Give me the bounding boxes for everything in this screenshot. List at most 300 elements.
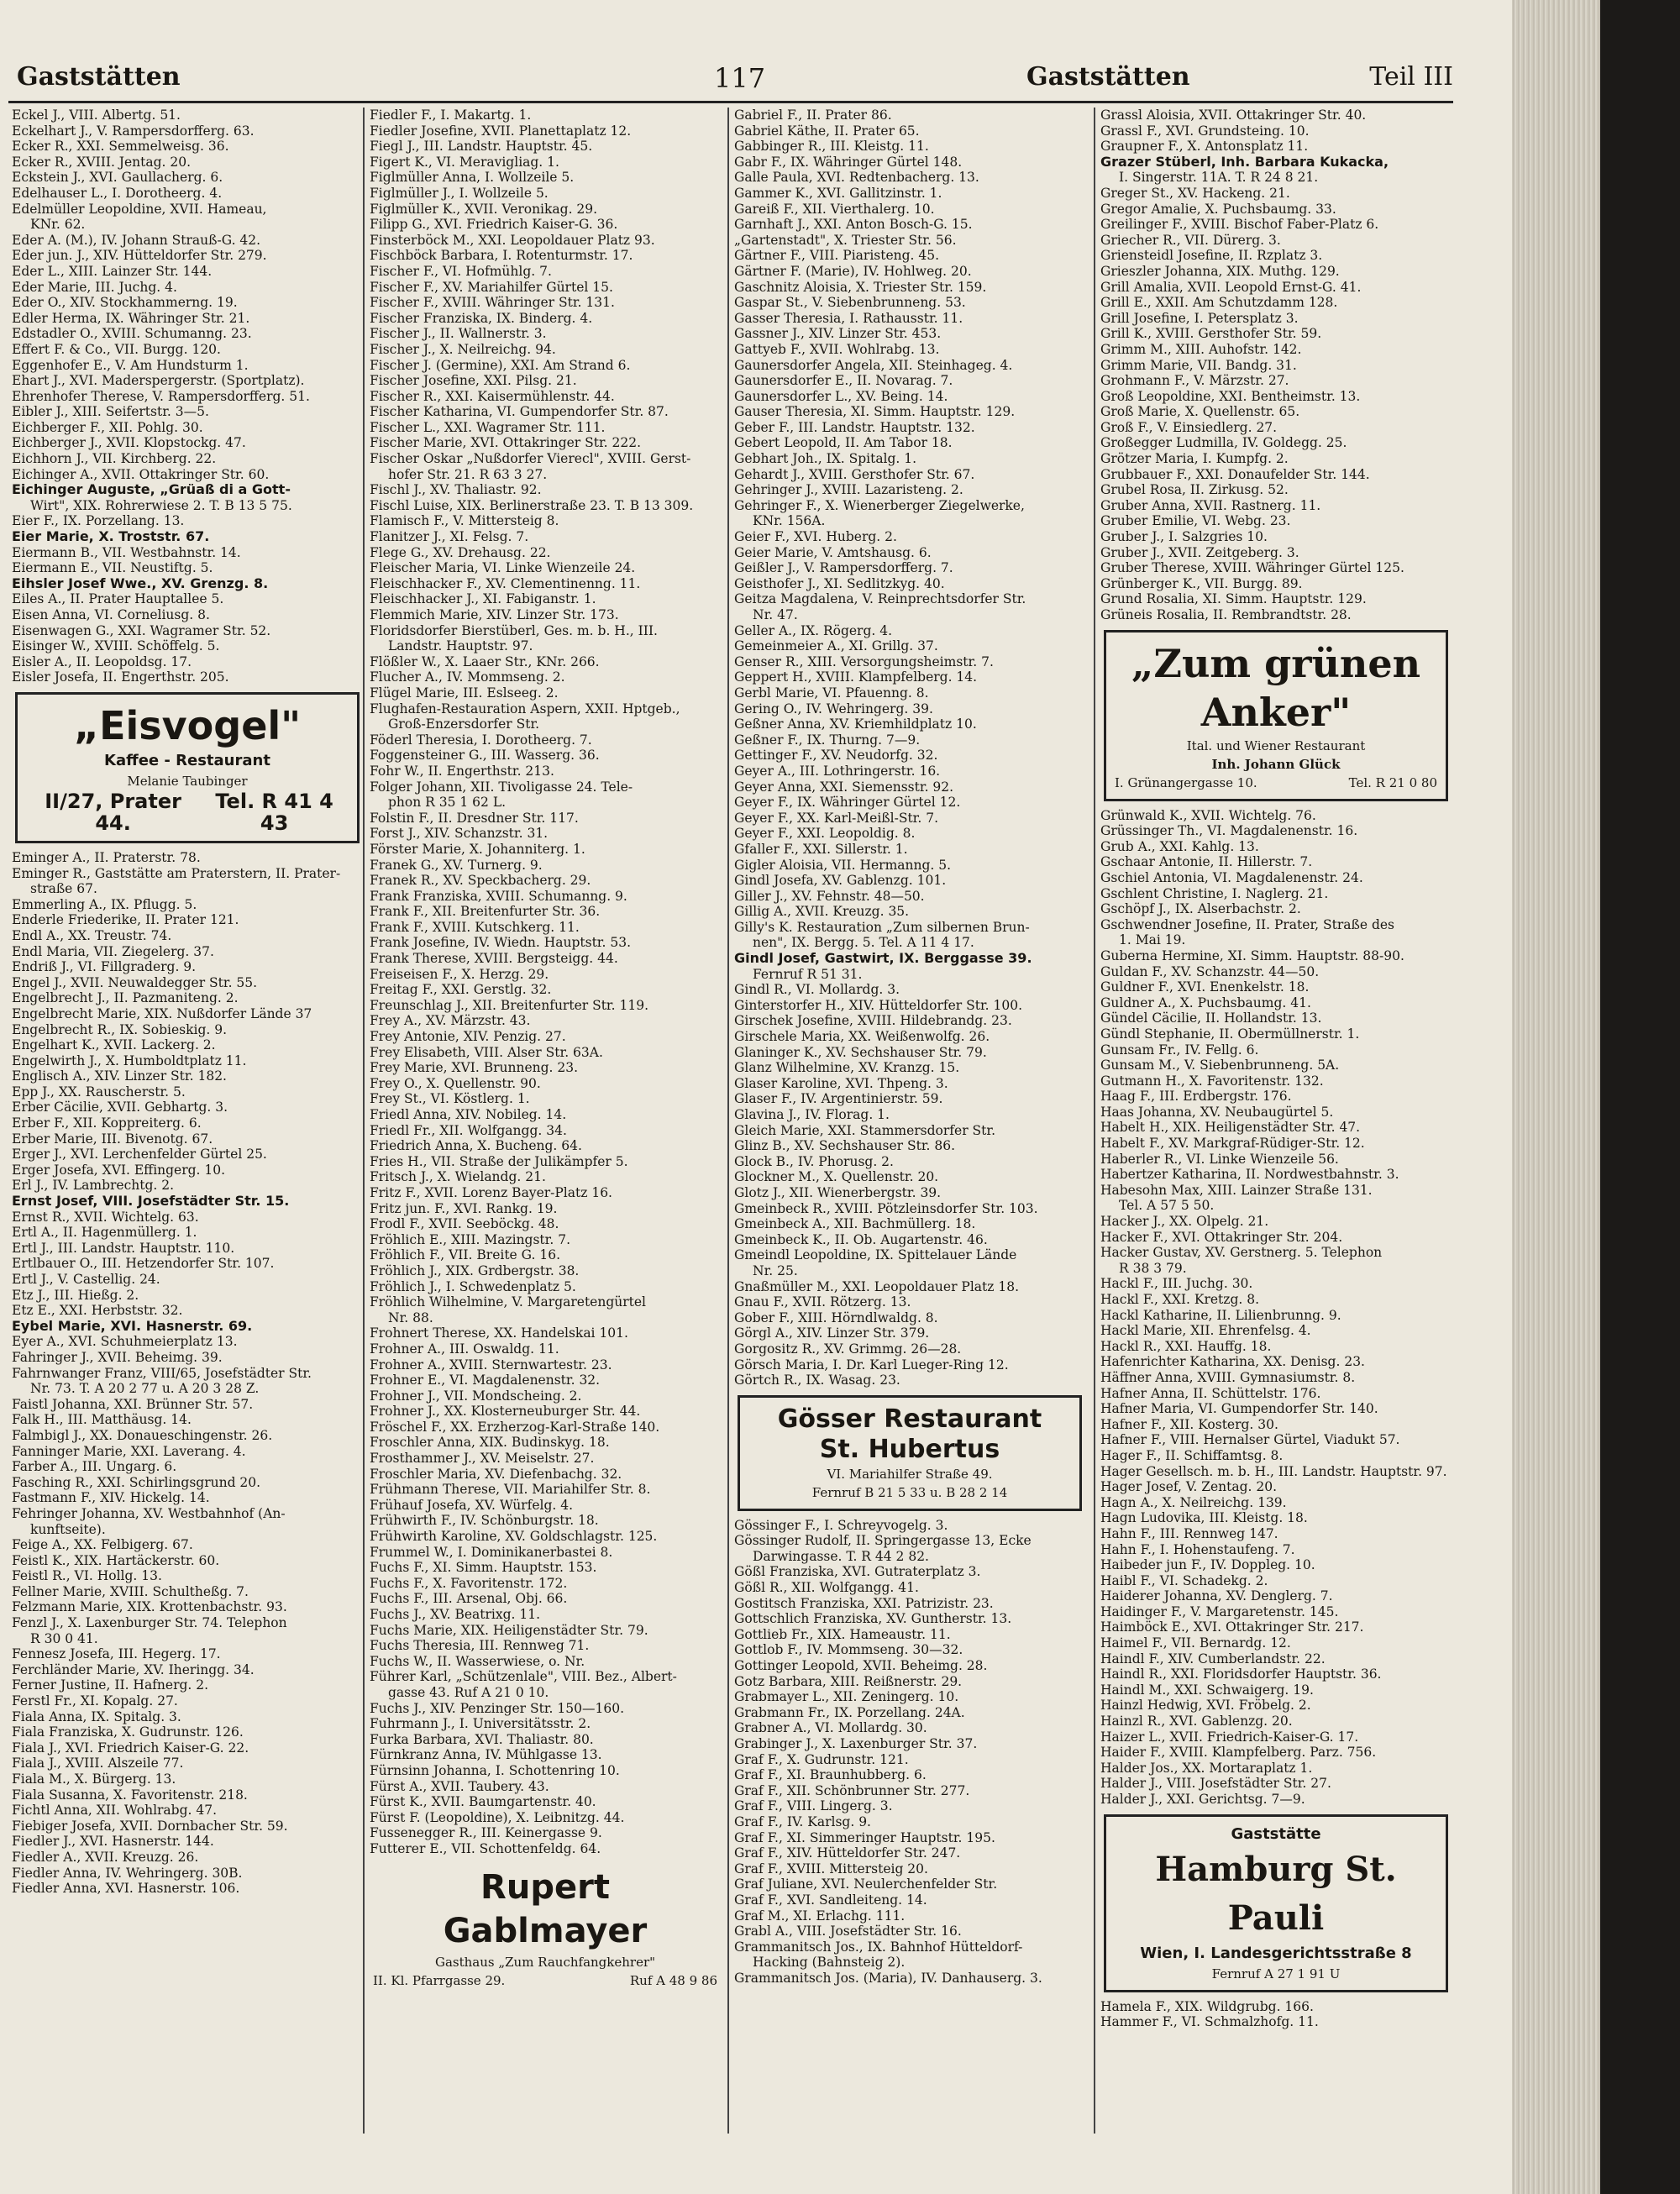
directory-entry: Grüneis Rosalia, II. Rembrandtstr. 28. xyxy=(1100,607,1352,622)
ad-name: „Eisvogel" xyxy=(73,702,302,748)
directory-entry: Frey O., X. Quellenstr. 90. xyxy=(370,1075,541,1091)
directory-entry: Gmeindl Leopoldine, IX. Spittelauer Lände xyxy=(734,1247,1017,1263)
directory-entry: Hagn Ludovika, III. Kleistg. 18. xyxy=(1100,1510,1308,1526)
directory-entry: Gschwendner Josefine, II. Prater, Straße des xyxy=(1100,916,1394,932)
directory-entry: Graf M., XI. Erlachg. 111. xyxy=(734,1908,906,1924)
directory-entry-continuation: Wirt", XIX. Rohrerwiese 2. T. B 13 5 75. xyxy=(30,497,292,513)
directory-entry: Hahn F., I. Hohenstaufeng. 7. xyxy=(1100,1541,1295,1557)
directory-entry-continuation: R 38 3 79. xyxy=(1119,1260,1187,1276)
directory-entry: Geier Marie, V. Amtshausg. 6. xyxy=(734,544,932,560)
directory-entry: Eichinger Auguste, „Grüaß di a Gott- xyxy=(12,482,291,498)
directory-entry: Fuchs F., XI. Simm. Hauptstr. 153. xyxy=(370,1560,597,1576)
directory-entry: Grazer Stüberl, Inh. Barbara Kukacka, xyxy=(1100,154,1389,170)
directory-entry: Gruber Therese, XVIII. Währinger Gürtel 125. xyxy=(1100,560,1404,576)
directory-entry: Haindl F., XIV. Cumberlandstr. 22. xyxy=(1100,1651,1326,1666)
page-edge xyxy=(1512,0,1600,2194)
directory-entry: Eyer A., XVI. Schuhmeierplatz 13. xyxy=(12,1334,238,1350)
directory-entry: Endriß J., VI. Fillgraderg. 9. xyxy=(12,959,197,975)
directory-entry: Gündl Stephanie, II. Obermüllnerstr. 1. xyxy=(1100,1026,1360,1042)
directory-entry: Gabbinger R., III. Kleistg. 11. xyxy=(734,139,929,155)
directory-entry: Gregor Amalie, X. Puchsbaumg. 33. xyxy=(1100,201,1336,217)
directory-entry: Hainzl Hedwig, XVI. Fröbelg. 2. xyxy=(1100,1698,1311,1714)
directory-entry: Groß Marie, X. Quellenstr. 65. xyxy=(1100,404,1300,420)
directory-entry: Epp J., XX. Rauscherstr. 5. xyxy=(12,1084,186,1100)
directory-entry: Haidinger F., V. Margaretenstr. 145. xyxy=(1100,1604,1339,1619)
directory-entry: Fischer F., XV. Mariahilfer Gürtel 15. xyxy=(370,279,613,295)
directory-entry: Geber F., III. Landstr. Hauptstr. 132. xyxy=(734,419,975,435)
directory-entry: Fuchs Marie, XIX. Heiligenstädter Str. 79. xyxy=(370,1622,648,1638)
directory-entry: Föderl Theresia, I. Dorotheerg. 7. xyxy=(370,732,592,748)
directory-entry: Eder O., XIV. Stockhammerng. 19. xyxy=(12,295,238,311)
directory-entry: Eichhorn J., VII. Kirchberg. 22. xyxy=(12,451,217,467)
directory-entry: Grill E., XXII. Am Schutzdamm 128. xyxy=(1100,295,1338,311)
directory-entry: Gmeinbeck A., XII. Bachmüllerg. 18. xyxy=(734,1216,976,1232)
directory-entry: Griensteidl Josefine, II. Rzplatz 3. xyxy=(1100,248,1323,264)
directory-entry: Grötzer Maria, I. Kumpfg. 2. xyxy=(1100,451,1289,467)
ad-owner: Inh. Johann Glück xyxy=(1211,756,1341,772)
directory-entry: Gassner J., XIV. Linzer Str. 453. xyxy=(734,326,942,342)
directory-entry: Finsterböck M., XXI. Leopoldauer Platz 93. xyxy=(370,232,655,248)
directory-entry: Fürst K., XVII. Baumgartenstr. 40. xyxy=(370,1794,596,1810)
ad-name: Hamburg St. Pauli xyxy=(1155,1849,1397,1938)
directory-entry: Fischer Marie, XVI. Ottakringer Str. 222. xyxy=(370,435,642,451)
directory-entry: Gering O., IV. Wehringerg. 39. xyxy=(734,701,933,716)
directory-entry-continuation: KNr. 62. xyxy=(30,217,86,233)
directory-entry: Grubbauer F., XXI. Donaufelder Str. 144. xyxy=(1100,466,1370,482)
directory-entry: Froschler Maria, XV. Diefenbachg. 32. xyxy=(370,1466,622,1482)
directory-entry: Fleischhacker F., XV. Clementinenng. 11. xyxy=(370,575,641,591)
directory-entry: Grabner A., VI. Mollardg. 30. xyxy=(734,1720,927,1736)
directory-entry: Gehringer J., XVIII. Lazaristeng. 2. xyxy=(734,482,963,498)
directory-entry: Görtch R., IX. Wasag. 23. xyxy=(734,1373,900,1388)
directory-entry-continuation: Tel. A 57 5 50. xyxy=(1119,1198,1215,1214)
directory-entry: Grill K., XVIII. Gersthofer Str. 59. xyxy=(1100,326,1322,342)
directory-entry: Haibl F., VI. Schadekg. 2. xyxy=(1100,1572,1268,1588)
directory-entry: Häffner Anna, XVIII. Gymnasiumstr. 8. xyxy=(1100,1369,1356,1385)
directory-entry: Grimm Marie, VII. Bandg. 31. xyxy=(1100,357,1297,373)
directory-entry: Frank F., XVIII. Kutschkerg. 11. xyxy=(370,919,580,935)
directory-entry: „Gartenstadt", X. Triester Str. 56. xyxy=(734,232,957,248)
directory-entry: Frey St., VI. Köstlerg. 1. xyxy=(370,1091,530,1107)
directory-entry: Flößler W., X. Laaer Str., KNr. 266. xyxy=(370,653,600,669)
directory-entry: Ehrenhofer Therese, V. Rampersdorfferg. 51. xyxy=(12,388,310,404)
directory-entry: Grieszler Johanna, XIX. Muthg. 129. xyxy=(1100,263,1340,279)
directory-entry: Grimm M., XIII. Auhofstr. 142. xyxy=(1100,341,1302,357)
directory-entry: Endl A., XX. Treustr. 74. xyxy=(12,927,172,943)
directory-entry: Etz J., III. Hießg. 2. xyxy=(12,1287,139,1303)
directory-entry: Gottlieb Fr., XIX. Hameaustr. 11. xyxy=(734,1626,951,1642)
directory-entry: Graf F., XVIII. Mittersteig 20. xyxy=(734,1861,928,1876)
directory-entry: Fischer F., VI. Hofmühlg. 7. xyxy=(370,263,552,279)
directory-entry: Gindl Josef, Gastwirt, IX. Berggasse 39. xyxy=(734,951,1032,967)
directory-entry: Fröhlich F., VII. Breite G. 16. xyxy=(370,1247,560,1263)
directory-entry: Gößl R., XII. Wolfgangg. 41. xyxy=(734,1580,919,1596)
directory-entry: Gärtner F. (Marie), IV. Hohlweg. 20. xyxy=(734,263,972,279)
ad-anker xyxy=(1104,630,1448,801)
directory-entry: Fiala J., XVI. Friedrich Kaiser-G. 22. xyxy=(12,1740,249,1756)
directory-entry: Effert F. & Co., VII. Burgg. 120. xyxy=(12,341,221,357)
directory-entry: Fastmann F., XIV. Hickelg. 14. xyxy=(12,1490,210,1506)
directory-entry: Foggensteiner G., III. Wasserg. 36. xyxy=(370,748,600,764)
directory-entry: Fries H., VII. Straße der Julikämpfer 5. xyxy=(370,1153,628,1169)
directory-entry: Habelt H., XIX. Heiligenstädter Str. 47. xyxy=(1100,1120,1361,1136)
directory-entry: Graf F., XVI. Sandleiteng. 14. xyxy=(734,1892,927,1908)
directory-entry: Graf F., XII. Schönbrunner Str. 277. xyxy=(734,1782,970,1798)
directory-entry: Frey Marie, XVI. Brunneng. 23. xyxy=(370,1060,579,1076)
directory-entry: Fiedler A., XVII. Kreuzg. 26. xyxy=(12,1849,199,1865)
directory-entry: Haimböck E., XVI. Ottakringer Str. 217. xyxy=(1100,1619,1364,1635)
directory-entry: Fiala J., XVIII. Alszeile 77. xyxy=(12,1756,184,1771)
header-section-right: Gaststätten xyxy=(1026,62,1190,92)
directory-entry-continuation: KNr. 156A. xyxy=(753,513,826,529)
directory-entry: Fahrnwanger Franz, VIII/65, Josefstädter Str. xyxy=(12,1365,312,1381)
directory-entry-continuation: kunftseite). xyxy=(30,1521,106,1537)
directory-entry: Geßner Anna, XV. Kriemhildplatz 10. xyxy=(734,716,977,732)
directory-entry: Glaninger K., XV. Sechshauser Str. 79. xyxy=(734,1044,987,1060)
directory-entry: Grassl F., XVI. Grundsteing. 10. xyxy=(1100,123,1310,139)
directory-entry: Haimel F., VII. Bernardg. 12. xyxy=(1100,1635,1291,1651)
directory-entry: Graupner F., X. Antonsplatz 11. xyxy=(1100,139,1309,155)
directory-entry: Frohner J., XX. Klosterneuburger Str. 44. xyxy=(370,1404,641,1420)
directory-entry: Fischer J., X. Neilreichg. 94. xyxy=(370,341,556,357)
directory-entry: Hacker J., XX. Olpelg. 21. xyxy=(1100,1214,1269,1230)
directory-entry: Freunschlag J., XII. Breitenfurter Str. 119. xyxy=(370,997,648,1013)
directory-entry: Erber Marie, III. Bivenotg. 67. xyxy=(12,1131,213,1147)
directory-entry: Genser R., XIII. Versorgungsheimstr. 7. xyxy=(734,653,994,669)
directory-entry: Fritsch J., X. Wielandg. 21. xyxy=(370,1169,546,1185)
directory-entry: Frank Franziska, XVIII. Schumanng. 9. xyxy=(370,888,627,904)
directory-entry: Frühmann Therese, VII. Mariahilfer Str. 8. xyxy=(370,1482,651,1498)
ad-name: Gösser Restaurant xyxy=(777,1404,1042,1434)
directory-entry: Fischer F., XVIII. Währinger Str. 131. xyxy=(370,295,615,311)
directory-entry: Figlmüller K., XVII. Veronikag. 29. xyxy=(370,201,598,217)
directory-entry: Geißler J., V. Rampersdorfferg. 7. xyxy=(734,560,953,576)
directory-entry: Geyer Anna, XXI. Siemensstr. 92. xyxy=(734,779,954,795)
directory-entry: Ferstl Fr., XI. Kopalg. 27. xyxy=(12,1693,178,1709)
directory-entry: Gabr F., IX. Währinger Gürtel 148. xyxy=(734,154,963,170)
directory-entry: Förster Marie, X. Johanniterg. 1. xyxy=(370,841,585,857)
directory-entry: Edelmüller Leopoldine, XVII. Hameau, xyxy=(12,201,267,217)
directory-entry: Fröschel F., XX. Erzherzog-Karl-Straße 140. xyxy=(370,1419,660,1435)
directory-entry: Fichtl Anna, XII. Wohlrabg. 47. xyxy=(12,1803,218,1819)
directory-entry: Eier F., IX. Porzellang. 13. xyxy=(12,513,185,529)
directory-entry: Grabmann Fr., IX. Porzellang. 24A. xyxy=(734,1704,965,1720)
directory-entry: Fenzl J., X. Laxenburger Str. 74. Telephon xyxy=(12,1615,287,1631)
directory-entry: Glock B., IV. Phorusg. 2. xyxy=(734,1153,894,1169)
directory-entry: Frohner A., XVIII. Sternwartestr. 23. xyxy=(370,1357,612,1373)
directory-entry: Fuchs F., X. Favoritenstr. 172. xyxy=(370,1575,568,1591)
directory-entry: Grubel Rosa, II. Zirkusg. 52. xyxy=(1100,482,1289,498)
directory-entry: Fröhlich J., XIX. Grdbergstr. 38. xyxy=(370,1262,580,1278)
directory-entry: Frey A., XV. Märzstr. 43. xyxy=(370,1013,531,1029)
directory-entry: Grassl Aloisia, XVII. Ottakringer Str. 40. xyxy=(1100,108,1367,123)
directory-entry: Gruber Emilie, VI. Webg. 23. xyxy=(1100,513,1291,529)
directory-entry: Falk H., III. Matthäusg. 14. xyxy=(12,1412,192,1428)
directory-entry: Haberler R., VI. Linke Wienzeile 56. xyxy=(1100,1151,1339,1167)
directory-entry: Freitag F., XXI. Gerstlg. 32. xyxy=(370,982,552,998)
directory-entry: Ecker R., XVIII. Jentag. 20. xyxy=(12,154,192,170)
directory-entry: Fischer Josefine, XXI. Pilsg. 21. xyxy=(370,373,577,389)
directory-entry: Enderle Friederike, II. Prater 121. xyxy=(12,912,239,928)
directory-entry: Ertl J., III. Landstr. Hauptstr. 110. xyxy=(12,1240,235,1256)
directory-entry: Gilly's K. Restauration „Zum silbernen Brun- xyxy=(734,919,1030,935)
directory-entry: Eihsler Josef Wwe., XV. Grenzg. 8. xyxy=(12,575,269,591)
directory-entry: Fiala Anna, IX. Spitalg. 3. xyxy=(12,1708,181,1724)
directory-entry: Gleich Marie, XXI. Stammersdorfer Str. xyxy=(734,1122,996,1138)
directory-entry: Gerbl Marie, VI. Pfauenng. 8. xyxy=(734,685,929,701)
directory-entry: Fischer L., XXI. Wagramer Str. 111. xyxy=(370,419,606,435)
page-header xyxy=(8,59,1453,103)
directory-entry: Haiderer Johanna, XV. Denglerg. 7. xyxy=(1100,1588,1333,1604)
directory-entry-continuation: 1. Mai 19. xyxy=(1119,932,1186,948)
directory-entry: Guldan F., XV. Schanzstr. 44—50. xyxy=(1100,963,1320,979)
directory-entry: Fischer J. (Germine), XXI. Am Strand 6. xyxy=(370,357,631,373)
directory-entry: Hahn F., III. Rennweg 147. xyxy=(1100,1525,1278,1541)
directory-entry: Grub A., XXI. Kahlg. 13. xyxy=(1100,838,1259,854)
directory-entry-continuation: Nr. 47. xyxy=(753,607,798,622)
directory-entry: Gattyeb F., XVII. Wohlrabg. 13. xyxy=(734,341,940,357)
directory-entry: Frühauf Josefa, XV. Würfelg. 4. xyxy=(370,1497,574,1513)
directory-entry: Gotz Barbara, XIII. Reißnerstr. 29. xyxy=(734,1673,963,1689)
directory-entry: Engelwirth J., X. Humboldtplatz 11. xyxy=(12,1052,247,1068)
directory-entry: Faistl Johanna, XXI. Brünner Str. 57. xyxy=(12,1396,254,1412)
directory-entry: Glaser F., IV. Argentinierstr. 59. xyxy=(734,1091,943,1107)
directory-entry: Frank Josefine, IV. Wiedn. Hauptstr. 53. xyxy=(370,935,632,951)
directory-entry: Ertl J., V. Castellig. 24. xyxy=(12,1272,160,1287)
directory-entry: Girschek Josefine, XVIII. Hildebrandg. 23. xyxy=(734,1013,1012,1029)
directory-entry: Gaunersdorfer Angela, XII. Steinhageg. 4. xyxy=(734,357,1013,373)
directory-entry: Ernst Josef, VIII. Josefstädter Str. 15. xyxy=(12,1194,290,1210)
directory-entry: Gemeinmeier A., XI. Grillg. 37. xyxy=(734,638,938,654)
directory-entry: Haizer L., XVII. Friedrich-Kaiser-G. 17. xyxy=(1100,1729,1359,1745)
directory-entry: Gottinger Leopold, XVII. Beheimg. 28. xyxy=(734,1658,988,1674)
directory-entry: Geppert H., XVIII. Klampfelberg. 14. xyxy=(734,669,978,685)
directory-entry: Fritz F., XVII. Lorenz Bayer-Platz 16. xyxy=(370,1184,612,1200)
directory-entry: Geyer F., XXI. Leopoldig. 8. xyxy=(734,826,916,842)
directory-entry: Eichinger A., XVII. Ottakringer Str. 60. xyxy=(12,466,270,482)
directory-entry: Gober F., XIII. Hörndlwaldg. 8. xyxy=(734,1310,938,1325)
directory-entry: Hainzl R., XVI. Gablenzg. 20. xyxy=(1100,1714,1293,1729)
directory-entry: Fischl Luise, XIX. Berlinerstraße 23. T. B 13 309. xyxy=(370,497,694,513)
directory-entry: Fleischhacker J., XI. Fabiganstr. 1. xyxy=(370,591,596,607)
directory-entry: Gschiel Antonia, VI. Magdalenenstr. 24. xyxy=(1100,869,1363,885)
directory-entry: Groß F., V. Einsiedlerg. 27. xyxy=(1100,419,1278,435)
directory-entry: Habesohn Max, XIII. Lainzer Straße 131. xyxy=(1100,1182,1373,1198)
directory-entry: Gössinger F., I. Schreyvogelg. 3. xyxy=(734,1517,948,1533)
directory-entry: Hackl F., III. Juchg. 30. xyxy=(1100,1276,1253,1292)
directory-entry: Grüssinger Th., VI. Magdalenenstr. 16. xyxy=(1100,823,1358,839)
ad-telephone: Tel. R 41 4 43 xyxy=(215,789,333,835)
directory-entry: Haas Johanna, XV. Neubaugürtel 5. xyxy=(1100,1104,1334,1120)
directory-entry: Edstadler O., XVIII. Schumanng. 23. xyxy=(12,326,252,342)
directory-entry: Eisenwagen G., XXI. Wagramer Str. 52. xyxy=(12,622,271,638)
directory-entry: Fröhlich E., XIII. Mazingstr. 7. xyxy=(370,1231,571,1247)
directory-entry: Haag F., III. Erdbergstr. 176. xyxy=(1100,1089,1292,1105)
directory-entry: Glinz B., XV. Sechshauser Str. 86. xyxy=(734,1138,956,1154)
directory-entry: Guldner F., XVI. Enenkelstr. 18. xyxy=(1100,979,1310,995)
ad-telephone: Tel. R 21 0 80 xyxy=(1348,774,1437,790)
directory-entry: Hacker Gustav, XV. Gerstnerg. 5. Telephon xyxy=(1100,1245,1383,1261)
directory-entry: Ehart J., XVI. Maderspergerstr. (Sportplatz). xyxy=(12,373,305,389)
directory-entry: Graf F., XI. Braunhubberg. 6. xyxy=(734,1767,927,1783)
directory-entry: Hafner F., XII. Kosterg. 30. xyxy=(1100,1416,1278,1432)
directory-entry: Freiseisen F., X. Herzg. 29. xyxy=(370,966,549,982)
directory-entry: Gasser Theresia, I. Rathausstr. 11. xyxy=(734,310,963,326)
directory-entry: Eier Marie, X. Troststr. 67. xyxy=(12,529,210,545)
column-rule xyxy=(363,108,365,2134)
directory-entry: Fehringer Johanna, XV. Westbahnhof (An- xyxy=(12,1505,286,1521)
directory-entry: Halder Jos., XX. Mortaraplatz 1. xyxy=(1100,1760,1313,1776)
directory-entry-continuation: nen", IX. Bergg. 5. Tel. A 11 4 17. xyxy=(753,935,974,951)
ad-address: II. Kl. Pfarrgasse 29. xyxy=(373,1972,506,1988)
ad-telephone: Ruf A 48 9 86 xyxy=(629,1972,717,1988)
directory-entry: Fröhlich J., I. Schwedenplatz 5. xyxy=(370,1278,576,1294)
directory-entry: Froschler Anna, XIX. Budinskyg. 18. xyxy=(370,1435,610,1451)
directory-entry: Edler Herma, IX. Währinger Str. 21. xyxy=(12,310,250,326)
directory-entry: Greger St., XV. Hackeng. 21. xyxy=(1100,185,1290,201)
directory-entry: Fuhrmann J., I. Universitätsstr. 2. xyxy=(370,1716,591,1732)
ad-heading: Gaststätte xyxy=(1231,1824,1321,1843)
directory-entry-continuation: Groß-Enzersdorfer Str. xyxy=(388,716,540,732)
ad-subtitle: Ital. und Wiener Restaurant xyxy=(1186,737,1366,753)
directory-entry: Gaspar St., V. Siebenbrunneng. 53. xyxy=(734,295,966,311)
directory-entry: Eder A. (M.), IV. Johann Strauß-G. 42. xyxy=(12,232,261,248)
ad-address: II/27, Prater 44. xyxy=(45,789,181,835)
directory-entry-continuation: Nr. 73. T. A 20 2 77 u. A 20 3 28 Z. xyxy=(30,1381,260,1397)
directory-entry: Gettinger F., XV. Neudorfg. 32. xyxy=(734,748,938,764)
directory-entry: Furka Barbara, XVI. Thaliastr. 80. xyxy=(370,1731,594,1747)
directory-entry: Geitza Magdalena, V. Reinprechtsdorfer Str. xyxy=(734,591,1026,607)
directory-entry: Eiles A., II. Prater Hauptallee 5. xyxy=(12,591,224,607)
directory-entry: Eder jun. J., XIV. Hütteldorfer Str. 279. xyxy=(12,248,267,264)
directory-entry: Fuchs Theresia, III. Rennweg 71. xyxy=(370,1638,590,1654)
directory-entry: Feistl R., VI. Hollg. 13. xyxy=(12,1568,162,1584)
directory-entry: Gnaßmüller M., XXI. Leopoldauer Platz 18. xyxy=(734,1278,1020,1294)
header-part: Teil III xyxy=(1369,62,1453,92)
directory-entry: Görgl A., XIV. Linzer Str. 379. xyxy=(734,1325,930,1341)
directory-entry: Flege G., XV. Drehausg. 22. xyxy=(370,544,551,560)
directory-entry-continuation: I. Singerstr. 11A. T. R 24 8 21. xyxy=(1119,170,1319,186)
directory-entry: Geyer F., IX. Währinger Gürtel 12. xyxy=(734,795,961,811)
directory-entry: Erber Cäcilie, XVII. Gebhartg. 3. xyxy=(12,1100,228,1115)
directory-entry: Eibler J., XIII. Seifertstr. 3—5. xyxy=(12,404,209,420)
directory-entry: Erger J., XVI. Lerchenfelder Gürtel 25. xyxy=(12,1147,267,1163)
directory-entry: Ferchländer Marie, XV. Iheringg. 34. xyxy=(12,1661,255,1677)
directory-entry: Guberna Hermine, XI. Simm. Hauptstr. 88-90. xyxy=(1100,947,1404,963)
directory-entry: Eggenhofer E., V. Am Hundsturm 1. xyxy=(12,357,249,373)
directory-entry: Gaschnitz Aloisia, X. Triester Str. 159. xyxy=(734,279,987,295)
directory-entry: Gmeinbeck R., XVIII. Pötzleinsdorfer Str. 103. xyxy=(734,1200,1038,1216)
directory-entry: Eminger A., II. Praterstr. 78. xyxy=(12,849,201,865)
directory-entry: Fürnsinn Johanna, I. Schottenring 10. xyxy=(370,1762,620,1778)
directory-entry: Farber A., III. Ungarg. 6. xyxy=(12,1459,177,1475)
directory-entry: Gammer K., XVI. Gallitzinstr. 1. xyxy=(734,185,942,201)
directory-entry: Fürst F. (Leopoldine), X. Leibnitzg. 44. xyxy=(370,1809,625,1825)
directory-entry: Hackl R., XXI. Hauffg. 18. xyxy=(1100,1338,1272,1354)
directory-entry: Gruber Anna, XVII. Rastnerg. 11. xyxy=(1100,497,1321,513)
directory-entry: Gärtner F., VIII. Piaristeng. 45. xyxy=(734,248,940,264)
directory-entry: Fröhlich Wilhelmine, V. Margaretengürtel xyxy=(370,1294,646,1310)
directory-entry: Haider F., XVIII. Klampfelberg. Parz. 756. xyxy=(1100,1745,1377,1761)
directory-entry: Geyer F., XX. Karl-Meißl-Str. 7. xyxy=(734,810,939,826)
directory-entry: Geyer A., III. Lothringerstr. 16. xyxy=(734,763,941,779)
directory-entry: Frosthammer J., XV. Meiselstr. 27. xyxy=(370,1451,595,1467)
directory-entry: Graf Juliane, XVI. Neulerchenfelder Str. xyxy=(734,1876,998,1892)
directory-entry: Hafner Maria, VI. Gumpendorfer Str. 140. xyxy=(1100,1401,1378,1417)
directory-entry: Frohner E., VI. Magdalenenstr. 32. xyxy=(370,1373,601,1388)
directory-entry: Gmeinbeck K., II. Ob. Augartenstr. 46. xyxy=(734,1231,988,1247)
directory-entry: Fennesz Josefa, III. Hegerg. 17. xyxy=(12,1646,221,1662)
directory-entry: Eder Marie, III. Juchg. 4. xyxy=(12,279,177,295)
directory-entry: Fischer Franziska, IX. Binderg. 4. xyxy=(370,310,593,326)
directory-entry: Endl Maria, VII. Ziegelerg. 37. xyxy=(12,943,214,959)
directory-entry: Gschlent Christine, I. Naglerg. 21. xyxy=(1100,885,1329,901)
directory-entry: Floridsdorfer Bierstüberl, Ges. m. b. H., III. xyxy=(370,622,658,638)
header-section-left: Gaststätten xyxy=(17,62,181,92)
directory-entry: Hafner F., VIII. Hernalser Gürtel, Viadukt 57. xyxy=(1100,1432,1400,1448)
directory-entry: Fischer Oskar „Nußdorfer Vierecl", XVIII. Gerst- xyxy=(370,451,691,467)
directory-entry: Eichberger F., XII. Pohlg. 30. xyxy=(12,419,203,435)
directory-entry: Geller A., IX. Rögerg. 4. xyxy=(734,622,893,638)
directory-entry: Gnau F., XVII. Rötzerg. 13. xyxy=(734,1294,911,1310)
directory-entry: Fuchs F., III. Arsenal, Obj. 66. xyxy=(370,1591,568,1607)
directory-entry: Fischer R., XXI. Kaisermühlenstr. 44. xyxy=(370,388,615,404)
directory-entry: Folger Johann, XII. Tivoligasse 24. Tele- xyxy=(370,779,633,795)
directory-entry: Eder L., XIII. Lainzer Str. 144. xyxy=(12,263,213,279)
directory-entry: Fiala Franziska, X. Gudrunstr. 126. xyxy=(12,1724,244,1740)
directory-entry: Grabinger J., X. Laxenburger Str. 37. xyxy=(734,1736,978,1751)
directory-entry: Gehardt J., XVIII. Gersthofer Str. 67. xyxy=(734,466,975,482)
directory-entry: Groß Leopoldine, XXI. Bentheimstr. 13. xyxy=(1100,388,1361,404)
directory-entry: Fohr W., II. Engerthstr. 213. xyxy=(370,763,554,779)
directory-entry: Hager F., II. Schiffamtsg. 8. xyxy=(1100,1447,1284,1463)
directory-entry: Geßner F., IX. Thurng. 7—9. xyxy=(734,732,921,748)
directory-entry: Halder J., XXI. Gerichtsg. 7—9. xyxy=(1100,1792,1305,1807)
directory-entry: Hamela F., XIX. Wildgrubg. 166. xyxy=(1100,1998,1314,2014)
directory-entry: Figlmüller Anna, I. Wollzeile 5. xyxy=(370,170,575,186)
directory-entry-continuation: R 30 0 41. xyxy=(30,1630,98,1646)
directory-entry: Engelbrecht R., IX. Sobieskig. 9. xyxy=(12,1021,228,1037)
directory-entry: Fischböck Barbara, I. Rotenturmstr. 17. xyxy=(370,248,633,264)
directory-entry: Haibeder jun F., IV. Doppleg. 10. xyxy=(1100,1557,1315,1573)
ad-name: Rupert Gablmayer xyxy=(443,1867,648,1950)
directory-entry: Gostitsch Franziska, XXI. Patrizistr. 23. xyxy=(734,1595,994,1611)
directory-entry: Feistl K., XIX. Hartäckerstr. 60. xyxy=(12,1552,220,1568)
directory-entry: Grill Josefine, I. Petersplatz 3. xyxy=(1100,310,1299,326)
directory-entry: Gössinger Rudolf, II. Springergasse 13, Ecke xyxy=(734,1533,1032,1549)
directory-entry: Ertlbauer O., III. Hetzendorfer Str. 107. xyxy=(12,1256,275,1272)
directory-entry: Figlmüller J., I. Wollzeile 5. xyxy=(370,185,549,201)
directory-entry: Fanninger Marie, XXI. Laverang. 4. xyxy=(12,1443,246,1459)
directory-entry: Grammanitsch Jos. (Maria), IV. Danhauserg. 3. xyxy=(734,1970,1042,1986)
directory-entry: Gehringer F., X. Wienerberger Ziegelwerke, xyxy=(734,497,1025,513)
directory-entry: Fiedler Anna, XVI. Hasnerstr. 106. xyxy=(12,1881,240,1897)
directory-entry: Gruber J., XVII. Zeitgeberg. 3. xyxy=(1100,544,1299,560)
directory-entry: Fuchs J., XV. Beatrixg. 11. xyxy=(370,1607,541,1622)
directory-entry: Fleischer Maria, VI. Linke Wienzeile 24. xyxy=(370,560,636,576)
ad-name: „Zum grünen Anker" xyxy=(1131,640,1421,735)
directory-entry: Geier F., XVI. Huberg. 2. xyxy=(734,529,897,545)
directory-entry: Gaunersdorfer L., XV. Being. 14. xyxy=(734,388,948,404)
directory-entry: Hacker F., XVI. Ottakringer Str. 204. xyxy=(1100,1229,1343,1245)
directory-entry: Flügel Marie, III. Eslseeg. 2. xyxy=(370,685,559,701)
ad-telephone: Fernruf A 27 1 91 U xyxy=(1211,1966,1341,1981)
directory-entry: Frühwirth Karoline, XV. Goldschlagstr. 125. xyxy=(370,1529,658,1545)
directory-entry: Frey Antonie, XIV. Penzig. 27. xyxy=(370,1029,566,1045)
directory-entry: Futterer E., VII. Schottenfeldg. 64. xyxy=(370,1840,601,1856)
directory-entry: Gindl R., VI. Mollardg. 3. xyxy=(734,982,900,998)
directory-entry: Frank F., XII. Breitenfurter Str. 36. xyxy=(370,904,601,920)
